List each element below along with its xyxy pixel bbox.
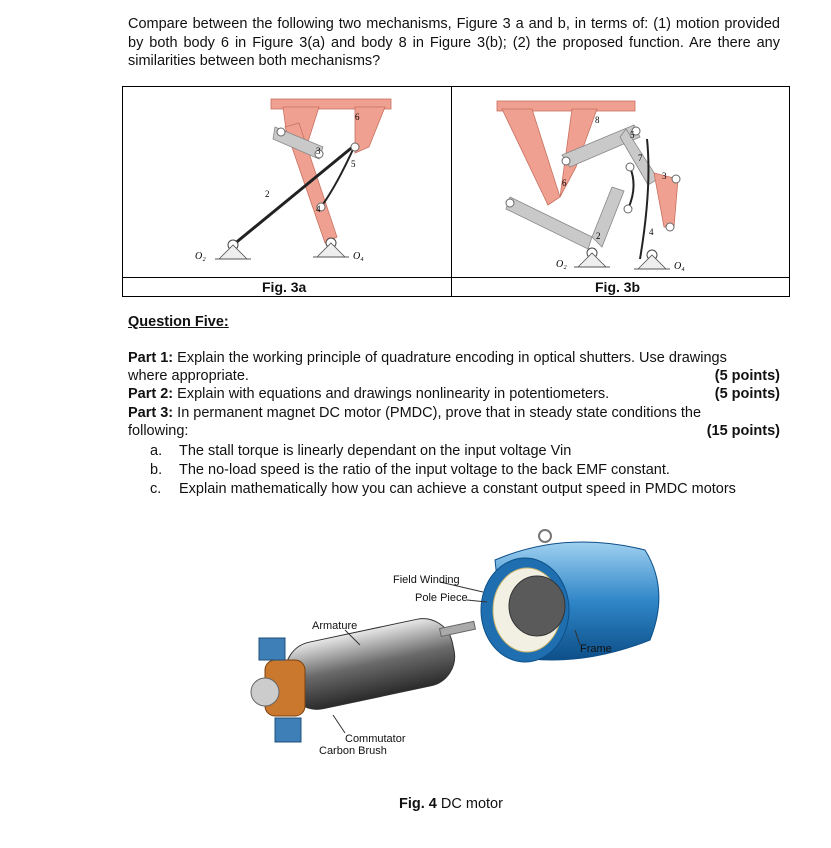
fig3b-mechanism-drawing xyxy=(452,87,789,277)
part3-points: (15 points) xyxy=(706,423,780,439)
figure-caption-row xyxy=(123,277,789,296)
part1-label: Part 1: xyxy=(128,350,174,366)
fig3a-label-5: 5 xyxy=(351,159,356,169)
fig3a-cell xyxy=(123,87,452,277)
part1-block xyxy=(128,349,780,385)
question-heading-colon: : xyxy=(223,314,229,330)
figure-3-table xyxy=(122,86,790,297)
part3-text-continued: following: xyxy=(128,423,189,439)
item-b-text: The no-load speed is the ratio of the input voltage to the back EMF constant. xyxy=(179,462,670,478)
fig3b-label-7: 7 xyxy=(638,153,643,163)
part2-label: Part 2: xyxy=(128,386,174,402)
fig3a-label-2: 2 xyxy=(265,189,270,199)
label-carbon-brush: Carbon Brush xyxy=(319,745,387,757)
fig3b-cell xyxy=(452,87,789,277)
part3-item-a xyxy=(150,442,571,460)
item-a-text: The stall torque is linearly dependant on the input voltage Vin xyxy=(179,443,572,459)
part1-text-continued: where appropriate. xyxy=(128,368,249,384)
item-a-label: a. xyxy=(150,443,163,459)
fig3b-label-5: 5 xyxy=(630,130,635,140)
fig3b-label-6: 6 xyxy=(562,178,567,188)
part2-block xyxy=(128,385,780,403)
label-field-winding: Field Winding xyxy=(393,574,460,586)
fig3a-label-o2: O₂ xyxy=(195,251,206,262)
fig4-caption-bold: Fig. 4 xyxy=(399,796,437,812)
label-frame: Frame xyxy=(580,643,612,655)
fig3a-label-4: 4 xyxy=(316,204,321,214)
part1-points: (5 points) xyxy=(714,368,780,384)
question-heading-text: Question Five xyxy=(128,314,224,330)
item-c-text: Explain mathematically how you can achieve a constant output speed in PMDC motors xyxy=(179,481,736,497)
fig3b-label-2: 2 xyxy=(596,231,601,241)
caption-divider xyxy=(451,278,452,296)
fig3a-caption: Fig. 3a xyxy=(262,279,307,295)
part3-item-c xyxy=(150,480,736,498)
fig3b-label-8: 8 xyxy=(595,115,600,125)
part2-text: Explain with equations and drawings nonlinearity in potentiometers. xyxy=(173,386,610,402)
fig3a-mechanism-drawing xyxy=(123,87,451,277)
fig4-caption xyxy=(399,796,503,812)
intro-paragraph: Compare between the following two mechanisms, Figure 3 a and b, in terms of: (1) motion provided by both body 6 in Figure 3(a) and body 8 in Figure 3(b); (2) the proposed function. Are there any similarities between both mechanisms? xyxy=(128,16,780,69)
part3-block xyxy=(128,404,780,440)
part2-points: (5 points) xyxy=(714,386,780,402)
part1-text: Explain the working principle of quadrature encoding in optical shutters. Use drawings xyxy=(173,350,727,366)
fig3a-label-3: 3 xyxy=(316,146,321,156)
part3-item-b xyxy=(150,461,670,479)
label-armature: Armature xyxy=(312,620,358,632)
fig3a-label-o4: O₄ xyxy=(353,251,364,262)
fig3b-label-3: 3 xyxy=(662,171,667,181)
fig3b-label-4: 4 xyxy=(649,227,654,237)
part3-label: Part 3: xyxy=(128,405,174,421)
fig3a-label-6: 6 xyxy=(355,112,360,122)
label-pole-piece: Pole Piece xyxy=(415,592,468,604)
question-heading xyxy=(128,314,229,330)
item-b-label: b. xyxy=(150,462,163,478)
label-commutator: Commutator xyxy=(345,733,406,745)
fig3b-caption: Fig. 3b xyxy=(595,279,641,295)
item-c-label: c. xyxy=(150,481,162,497)
fig4-caption-text: DC motor xyxy=(436,796,503,812)
part3-text: In permanent magnet DC motor (PMDC), prove that in steady state conditions the xyxy=(173,405,702,421)
fig3b-label-o4: O₄ xyxy=(674,261,685,272)
fig3b-label-o2: O₂ xyxy=(556,259,567,270)
